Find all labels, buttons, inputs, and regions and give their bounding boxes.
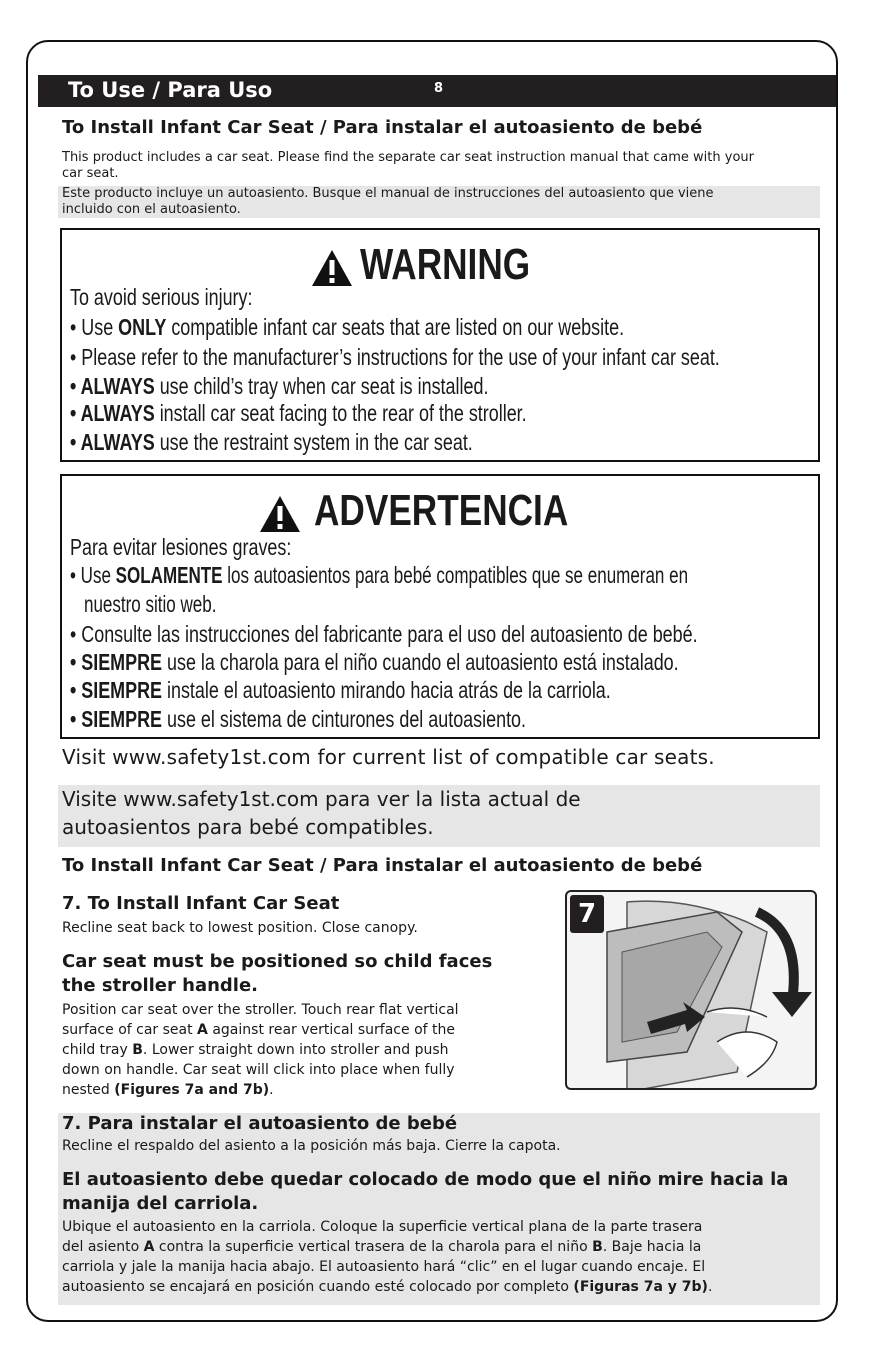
figure-7-label: 7 [570,895,604,933]
step-title-es: 7. Para instalar el autoasiento de bebé [62,1113,458,1134]
intro-es-line1: Este producto incluye un autoasiento. Busque el manual de instrucciones del autoasiento que viene [62,186,714,201]
advertencia-bullet-4: • SIEMPRE instale el autoasiento mirando hacia atrás de la carriola. [70,677,611,703]
advertencia-box [60,474,820,739]
advertencia-bullet-3: • SIEMPRE use la charola para el niño cuando el autoasiento está instalado. [70,649,679,675]
advertencia-bullet-1: • Use SOLAMENTE los autoasientos para bebé compatibles que se enumeran en [70,562,689,588]
advertencia-intro: Para evitar lesiones graves: [70,534,292,560]
advertencia-bullet-5: • SIEMPRE use el sistema de cinturones del autoasiento. [70,706,527,732]
step-text-es: Recline el respaldo del asiento a la posición más baja. Cierre la capota. [62,1138,561,1154]
warning-box [60,228,820,462]
intro-es-line2: incluido con el autoasiento. [62,202,241,217]
warning-triangle-icon [310,248,354,288]
intro-en-line2: car seat. [62,166,119,181]
must-position-en: Car seat must be positioned so child faces the stroller handle. [62,951,493,996]
warning-intro: To avoid serious injury: [70,284,253,310]
warning-title: WARNING [360,240,531,289]
position-instructions-es: Ubique el autoasiento en la carriola. Coloque la superficie vertical plana de la parte trasera del asiento A contra la superficie vertical trasera de la charola para el niño B. Baje hacia la carriola y jale la manija hacia abajo. El autoasiento hará “clic” en el lugar cuando encaje. El autoasiento se encajará en posición cuando esté colocado por completo (Figuras 7a y 7b). [62,1219,713,1295]
section-title: To Use / Para Uso [68,78,273,102]
install-heading-2: To Install Infant Car Seat / Para instalar el autoasiento de bebé [62,855,703,876]
visit-es-line2: autoasientos para bebé compatibles. [62,815,434,839]
figure-7-illustration [565,890,817,1090]
intro-spanish [58,186,820,218]
warning-bullet-3: • ALWAYS use child’s tray when car seat is installed. [70,373,489,399]
car-seat-install-illustration [567,892,817,1090]
warning-bullet-4: • ALWAYS install car seat facing to the rear of the stroller. [70,400,527,426]
must-position-es: El autoasiento debe quedar colocado de modo que el niño mire hacia la manija del carriola. [62,1169,789,1214]
advertencia-bullet-2: • Consulte las instrucciones del fabricante para el uso del autoasiento de bebé. [70,621,698,647]
step-title-en: 7. To Install Infant Car Seat [62,893,340,914]
position-instructions-en: Position car seat over the stroller. Touch rear flat vertical surface of car seat A against rear vertical surface of the child tray B. Lower straight down into stroller and push down on handle. Car seat will click into place when fully nested (Figures 7a and 7b). [62,1002,459,1098]
visit-es-line1: Visite www.safety1st.com para ver la lista actual de [62,787,581,811]
visit-spanish [58,785,820,847]
advertencia-bullet-1-cont: nuestro sitio web. [84,591,217,617]
intro-en-line1: This product includes a car seat. Please find the separate car seat instruction manual that came with your [62,150,754,165]
warning-bullet-1: • Use ONLY compatible infant car seats that are listed on our website. [70,314,625,340]
install-heading: To Install Infant Car Seat / Para instalar el autoasiento de bebé [62,117,703,138]
advertencia-title: ADVERTENCIA [314,486,569,535]
page-number: 8 [434,81,444,96]
warning-bullet-2: • Please refer to the manufacturer’s instructions for the use of your infant car seat. [70,344,720,370]
section-header-bar [38,75,836,107]
step-text-en: Recline seat back to lowest position. Close canopy. [62,920,418,936]
warning-bullet-5: • ALWAYS use the restraint system in the car seat. [70,429,473,455]
visit-english: Visit www.safety1st.com for current list of compatible car seats. [62,745,715,769]
warning-triangle-icon [258,494,302,534]
spanish-instructions-block [58,1113,820,1305]
intro-english [62,150,822,182]
